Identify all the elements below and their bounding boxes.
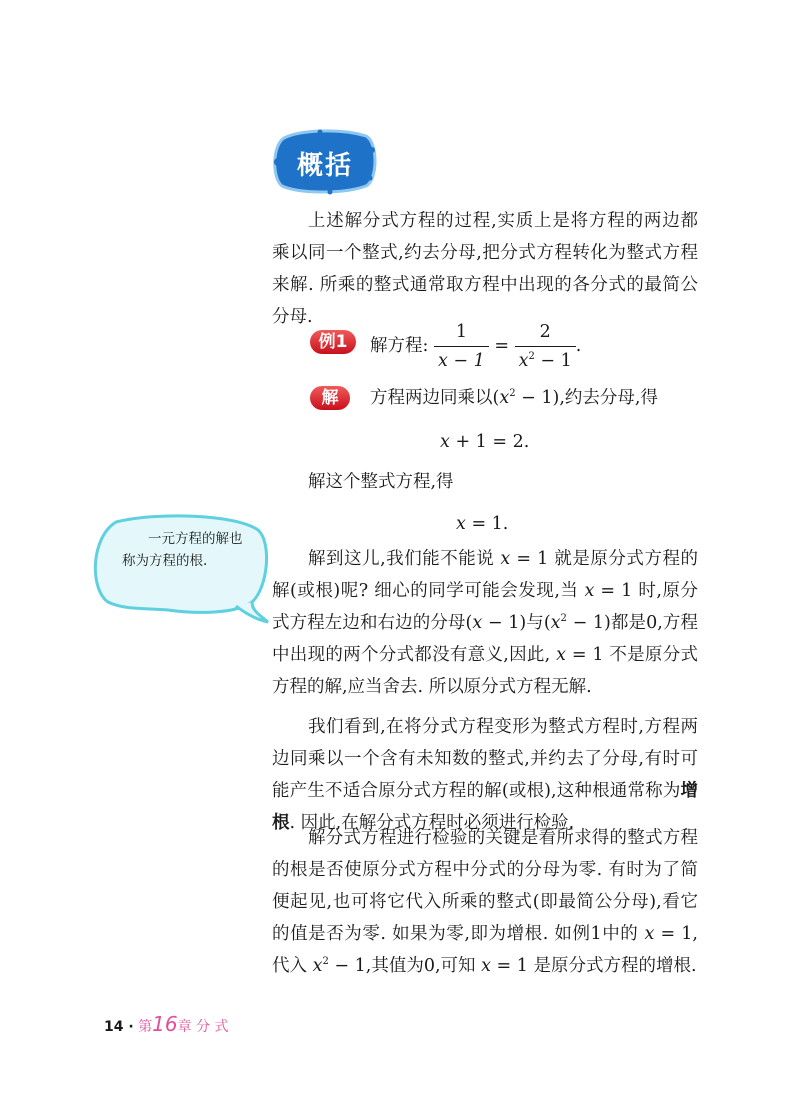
page-number: 14 ·	[104, 1019, 134, 1035]
solution-equation-2	[456, 510, 508, 538]
fraction-left-num: 1	[455, 322, 467, 342]
fraction-left-den: x − 1	[434, 346, 489, 375]
solution-step1-var: x	[499, 388, 510, 408]
para1-t5: − 1)都是0,方程中出现的两个分式都没有意义,因此,	[272, 613, 699, 665]
solution-tag: 解	[310, 386, 350, 410]
solution-step1-b: − 1),约去分母,得	[515, 388, 658, 408]
para2-t2: . 因此,在解分式方程时必须进行检验.	[289, 813, 575, 833]
para1-t6: = 1 不是原分式方程的解,应当舍去. 所以原分式方程无解.	[272, 645, 698, 697]
para1-v1: x	[500, 549, 511, 569]
fraction-right-num: 2	[539, 322, 551, 342]
para1-t4: − 1)与(	[482, 613, 551, 633]
eq2-var: x	[456, 514, 466, 534]
solution-step2: 解这个整式方程,得	[308, 472, 454, 492]
chapter-title: 章 分 式	[177, 1019, 229, 1035]
para3-v3: x	[481, 956, 491, 976]
para1-v3: x	[472, 613, 483, 633]
para3-t4: = 1 是原分式方程的增根.	[490, 956, 697, 976]
fraction-left	[434, 318, 489, 375]
example-prompt: 解方程:	[370, 336, 429, 356]
eq1-var: x	[440, 432, 450, 452]
para3-v2: x	[312, 956, 323, 976]
para1-t2: = 1 就是原分式方程的解(或根)呢? 细心的同学可能会发现,当	[272, 549, 698, 601]
para1-v4: x	[550, 613, 561, 633]
badge-label: 概括	[297, 151, 354, 181]
summary-badge	[270, 128, 380, 196]
fraction-right-var: x	[518, 351, 529, 371]
para2-term: 增根	[272, 781, 698, 833]
fraction-right-sup: 2	[528, 351, 535, 362]
page-footer	[104, 1012, 229, 1036]
para2-t1: 我们看到,在将分式方程变形为整式方程时,方程两边同乘以一个含有未知数的整式,并约去了分母,有时可能产生不适合原分式方程的解(或根),这种根通常称为	[272, 717, 698, 801]
fraction-right-den	[515, 346, 576, 375]
sidenote-bubble	[86, 510, 276, 630]
paragraph-2	[272, 711, 698, 839]
fraction-right-rest: − 1	[534, 351, 572, 371]
paragraph-3	[272, 822, 698, 982]
sidenote-text: 一元方程的解也称为方程的根.	[122, 531, 243, 569]
para3-v1: x	[644, 924, 655, 944]
eq2-rest: = 1.	[465, 514, 509, 534]
paragraph-1	[272, 543, 698, 703]
solution-step1-sup: 2	[509, 388, 516, 399]
eq1-rest: + 1 = 2.	[449, 432, 530, 452]
chapter-prefix: 第	[138, 1019, 153, 1035]
para1-v2: x	[584, 581, 595, 601]
para3-t1: 解分式方程进行检验的关键是看所求得的整式方程的根是否使原分式方程中分式的分母为零. 有时为了简便起见,也可将它代入所乘的整式(即最简公分母),看它的值是否为零. 如果为零,即为增根. 如例1中的	[272, 828, 698, 944]
example-period: .	[575, 336, 582, 356]
para3-t3: − 1,其值为0,可知	[328, 956, 482, 976]
para1-s4: 2	[560, 613, 567, 624]
equals-sign: =	[494, 336, 510, 356]
solution-step1	[370, 384, 658, 412]
chapter-number: 16	[152, 1012, 178, 1036]
example-equation	[370, 318, 581, 375]
example-tag: 例1	[310, 330, 356, 354]
solution-equation-1	[440, 428, 529, 456]
solution-step1-a: 方程两边同乘以(	[370, 388, 500, 408]
para1-t3: = 1 时,原分式方程左边和右边的分母(	[272, 581, 698, 633]
intro-paragraph: 上述解分式方程的过程,实质上是将方程的两边都乘以同一个整式,约去分母,把分式方程转化为整式方程来解. 所乘的整式通常取方程中出现的各分式的最简公分母.	[272, 211, 698, 327]
para1-t1: 解到这儿,我们能不能说	[308, 549, 501, 569]
fraction-right	[515, 318, 576, 375]
para3-s2: 2	[322, 956, 329, 967]
para1-v5: x	[556, 645, 566, 665]
para3-t2: = 1,代入	[272, 924, 698, 976]
